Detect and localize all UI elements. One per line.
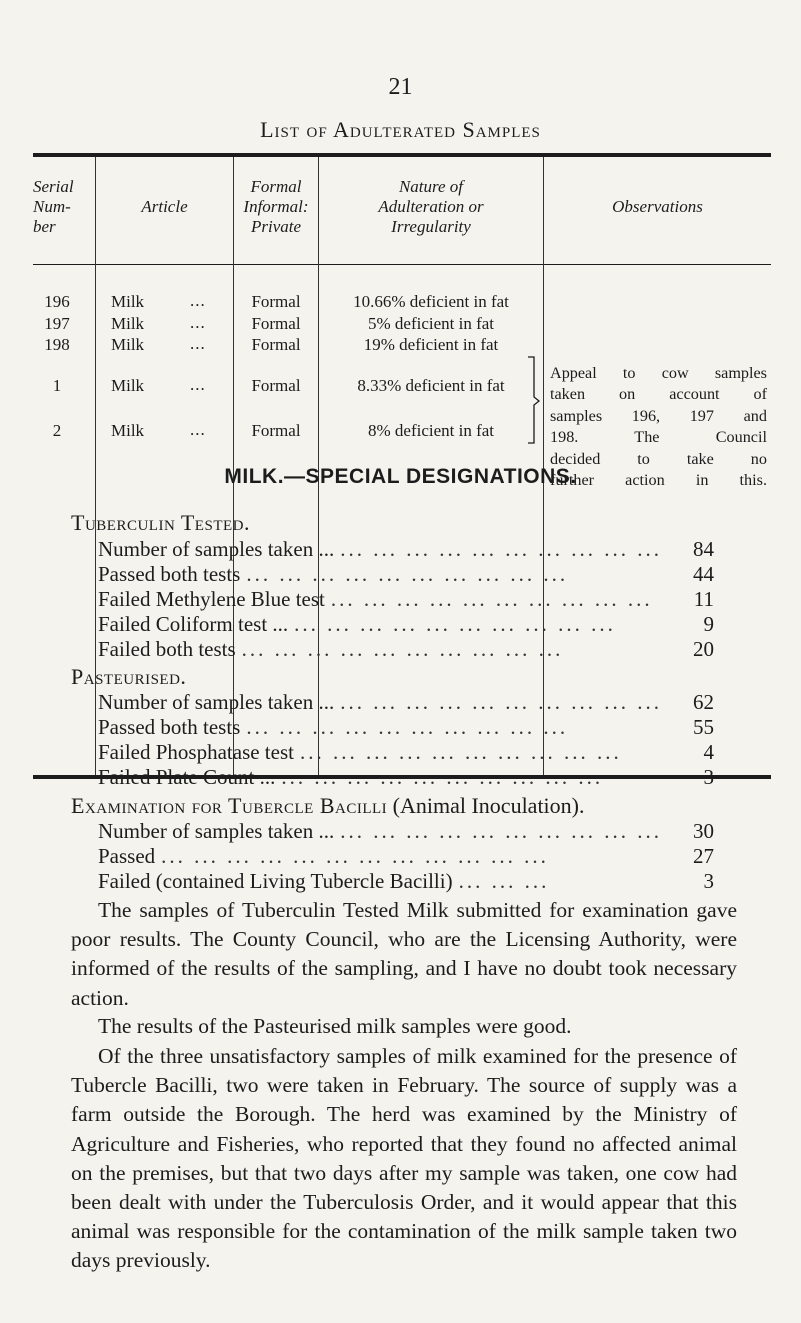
item-value: 62: [693, 690, 714, 714]
paragraph: The samples of Tuberculin Tested Milk submitted for examination gave poor results. The County Council, who are the Licensing Authority, were informed of the results of the sampling, and I have no doubt took necessary action.: [71, 898, 737, 1010]
item-label: Failed Phosphatase test: [98, 740, 294, 764]
cell-formal: Formal: [251, 335, 301, 354]
header-formal: [234, 177, 318, 237]
paragraph: Of the three unsatisfactory samples of milk examined for the presence of Tubercle Bacilli, two were taken in February. The source of supply was a farm outside the Borough. The herd was examined by the Ministry of Agriculture and Fisheries, who reported that they found no affected animal on the premises, but that two days after my sample was taken, one cow had been dealt with under the Tuberculosis Order, and it would appear that this animal was responsible for the contamination of the milk sample taken two days previously.: [71, 1044, 737, 1273]
cell-serial: 196: [44, 292, 70, 311]
cell-serial: 197: [44, 314, 70, 333]
list-item: [98, 819, 714, 844]
header-formal-line: Formal: [250, 177, 302, 196]
cell-article: Milk: [111, 292, 145, 311]
list-item: [98, 637, 714, 662]
leader-dots: ...: [190, 420, 206, 439]
examination-heading: [71, 793, 585, 819]
header-nature-line: Nature of: [398, 177, 464, 196]
list-item: [98, 537, 714, 562]
item-value: 20: [693, 637, 714, 661]
list-item: [98, 562, 714, 587]
header-serial-line: Num-: [33, 197, 71, 216]
leader-dots: ... ... ...: [458, 869, 550, 893]
observation-line: 198. The Council: [550, 428, 767, 447]
right-brace: [520, 355, 542, 447]
header-nature-line: Adulteration or: [378, 197, 484, 216]
item-label: Passed both tests: [98, 562, 241, 586]
observation-line: Appeal to cow samples: [550, 364, 767, 382]
leader-dots: ... ... ... ... ... ... ... ... ... ...: [246, 715, 569, 739]
item-value: 55: [693, 715, 714, 739]
item-value: 84: [693, 537, 714, 561]
leader-dots: ...: [190, 313, 206, 332]
observation-line: further action in this.: [550, 471, 767, 490]
item-value: 30: [693, 819, 714, 843]
leader-dots: ... ... ... ... ... ... ... ... ... ...: [281, 765, 604, 789]
leader-dots: ... ... ... ... ... ... ... ... ... ...: [340, 819, 662, 843]
cell-article: Milk: [111, 421, 145, 440]
leader-dots: ...: [190, 375, 206, 394]
list-item: [98, 715, 714, 740]
cell-nature: 8.33% deficient in fat: [357, 376, 505, 395]
header-nature-line: Irregularity: [391, 217, 471, 236]
header-serial: [33, 177, 95, 237]
leader-dots: ... ... ... ... ... ... ... ... ... ...: [330, 587, 653, 611]
cell-formal: Formal: [251, 292, 301, 311]
item-label: Failed Plate Count ...: [98, 765, 276, 789]
examination-heading-main: Examination for Tubercle Bacilli: [71, 793, 388, 818]
item-label: Passed both tests: [98, 715, 241, 739]
cell-serial: 2: [52, 421, 62, 440]
item-label: Failed Coliform test ...: [98, 612, 289, 636]
item-value: 11: [693, 587, 714, 611]
examination-heading-rest: (Animal Inoculation).: [387, 793, 585, 818]
page-number: 21: [388, 74, 413, 100]
cell-serial: 198: [44, 335, 70, 354]
leader-dots: ... ... ... ... ... ... ... ... ... ...: [340, 537, 662, 561]
header-article: Article: [141, 197, 188, 216]
list-item: [98, 587, 714, 612]
table-header-rule: [33, 264, 771, 265]
cell-article: Milk: [111, 376, 145, 395]
tuberculin-heading: Tuberculin Tested.: [71, 510, 250, 535]
item-label: Number of samples taken ...: [98, 690, 335, 714]
observation-line: samples 196, 197 and: [550, 406, 767, 425]
header-observations: Observations: [612, 197, 703, 216]
item-value: 3: [703, 869, 714, 893]
list-item: [98, 765, 714, 790]
observation-line: decided to take no: [550, 449, 767, 468]
table-top-rule: [33, 153, 771, 157]
leader-dots: ... ... ... ... ... ... ... ... ... ... ... ...: [161, 844, 549, 868]
leader-dots: ...: [190, 291, 206, 310]
pasteurised-heading: Pasteurised.: [71, 664, 187, 689]
cell-formal: Formal: [251, 376, 301, 395]
header-serial-line: ber: [33, 217, 56, 236]
item-label: Number of samples taken ...: [98, 537, 335, 561]
observation-line: taken on account of: [550, 385, 767, 404]
cell-formal: Formal: [251, 421, 301, 440]
cell-nature: 5% deficient in fat: [367, 314, 495, 333]
cell-nature: 8% deficient in fat: [367, 421, 495, 440]
item-label: Number of samples taken ...: [98, 819, 335, 843]
header-formal-line: Private: [250, 217, 302, 236]
list-item: [98, 612, 714, 637]
item-value: 27: [693, 844, 714, 868]
leader-dots: ...: [190, 334, 206, 353]
leader-dots: ... ... ... ... ... ... ... ... ... ...: [246, 562, 569, 586]
cell-article: Milk: [111, 335, 145, 354]
leader-dots: ... ... ... ... ... ... ... ... ... ...: [241, 637, 564, 661]
item-label: Failed (contained Living Tubercle Bacilli): [98, 869, 453, 893]
cell-serial: 1: [52, 376, 62, 395]
cell-article: Milk: [111, 314, 145, 333]
leader-dots: ... ... ... ... ... ... ... ... ... ...: [299, 740, 622, 764]
header-formal-line: Informal:: [243, 197, 309, 216]
list-item: [98, 690, 714, 715]
section-title: MILK.—SPECIAL DESIGNATIONS.: [224, 465, 577, 488]
list-item: [98, 740, 714, 765]
item-label: Failed Methylene Blue test: [98, 587, 325, 611]
leader-dots: ... ... ... ... ... ... ... ... ... ...: [340, 690, 662, 714]
page-title: List of Adulterated Samples: [260, 117, 541, 142]
leader-dots: ... ... ... ... ... ... ... ... ... ...: [294, 612, 616, 636]
cell-formal: Formal: [251, 314, 301, 333]
cell-nature: 10.66% deficient in fat: [353, 292, 509, 311]
paragraph: The results of the Pasteurised milk samples were good.: [98, 1014, 572, 1038]
header-nature: [319, 177, 543, 237]
cell-nature: 19% deficient in fat: [363, 335, 499, 354]
header-serial-line: Serial: [33, 177, 74, 196]
list-item: [98, 844, 714, 869]
item-value: 3: [703, 765, 714, 789]
item-label: Passed: [98, 844, 156, 868]
item-value: 4: [703, 740, 714, 764]
item-value: 44: [693, 562, 714, 586]
item-label: Failed both tests: [98, 637, 236, 661]
list-item: [98, 869, 714, 894]
item-value: 9: [703, 612, 714, 636]
